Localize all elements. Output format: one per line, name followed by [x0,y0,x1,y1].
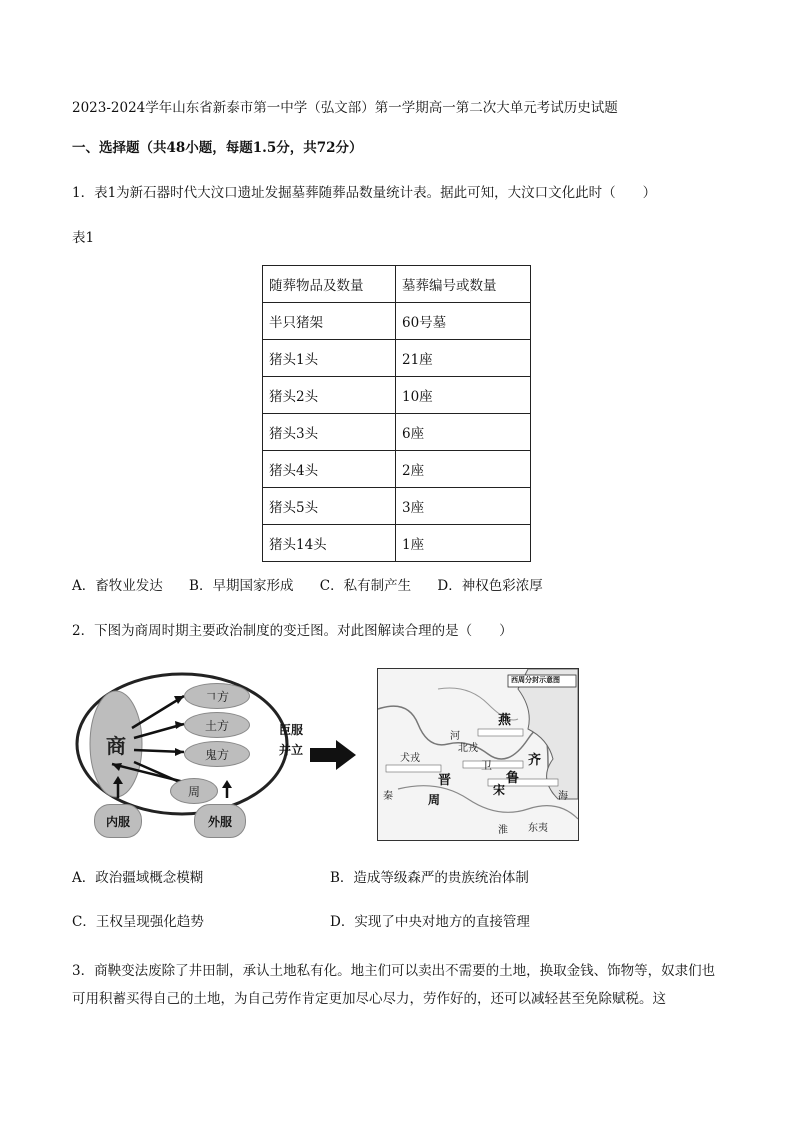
map-label-dongyi: 东夷 [528,823,548,834]
table-cell: 猪头2头 [263,377,396,414]
table-label: 表1 [72,230,95,246]
table-row [263,488,531,525]
map-label-jin: 晋 [438,773,452,788]
question-1-stem: 1．表1为新石器时代大汶口遗址发掘墓葬随葬品数量统计表。据此可知，大汶口文化此时（ ） [72,185,657,201]
map-label-he: 河 [450,731,460,742]
table-cell: 3座 [396,488,531,525]
question-2-stem: 2．下图为商周时期主要政治制度的变迁图。对此图解读合理的是（ ） [72,623,513,639]
map-label-qi: 齐 [528,753,542,768]
box-label: 外服 [207,814,232,829]
section-heading: 一、选择题（共48小题，每题1.5分，共72分） [72,140,363,156]
table-row [263,377,531,414]
option-c[interactable]: C．私有制产生 [319,578,412,594]
question-1-options [72,576,565,596]
map-label-song: 宋 [493,783,506,797]
arrow-right-icon [310,740,358,770]
table-cell: 10座 [396,377,531,414]
side-text-line: 臣服 [279,723,304,737]
table-cell: 2座 [396,451,531,488]
side-text-line: 并立 [279,743,304,757]
map-label-huai: 淮 [498,825,508,836]
bubble-label: 周 [187,784,200,799]
table-row [263,525,531,562]
table-cell: 猪头5头 [263,488,396,525]
exam-title: 2023-2024学年山东省新泰市第一中学（弘文部）第一学期高一第二次大单元考试历史试题 [72,100,618,116]
box-waifu [194,804,246,838]
table-cell: 6座 [396,414,531,451]
map-label-qin: 秦 [383,791,393,802]
table-cell: 猪头14头 [263,525,396,562]
table-cell: 21座 [396,340,531,377]
bubble-label: 𠃍方 [204,689,229,704]
option-d[interactable]: D．神权色彩浓厚 [437,578,543,594]
question-2-option-a[interactable]: A．政治疆域概念模糊 [72,870,204,886]
table-row [263,414,531,451]
option-a[interactable]: A．畜牧业发达 [72,578,163,594]
map-label-beirong: 北戎 [458,743,478,754]
bubble-guifang [184,741,250,767]
shang-center [90,726,142,762]
table-header-cell: 随葬物品及数量 [263,266,396,303]
burial-goods-table [262,265,531,562]
map-label-quanrong: 犬戎 [400,753,420,764]
map-title: 西周分封示意图 [511,675,560,684]
bubble-fang-1 [184,683,250,709]
bubble-zhou [170,778,218,804]
box-neifu [94,804,142,838]
table-row [263,340,531,377]
table-header-row [263,266,531,303]
map-label-lu: 鲁 [506,771,520,786]
map-label-wei: 卫 [481,759,492,772]
question-2-option-c[interactable]: C．王权呈现强化趋势 [72,914,204,930]
table-row [263,303,531,340]
question-2-option-d[interactable]: D．实现了中央对地方的直接管理 [330,914,530,930]
bubble-label: 鬼方 [204,747,229,762]
question-2-option-b[interactable]: B．造成等级森严的贵族统治体制 [330,870,529,886]
side-text [279,720,303,760]
table-cell: 60号墓 [396,303,531,340]
table-header-cell: 墓葬编号或数量 [396,266,531,303]
table-cell: 猪头1头 [263,340,396,377]
bubble-tufang [184,712,250,738]
box-label: 内服 [105,814,130,829]
shang-structure-diagram [72,668,297,840]
table-row [263,451,531,488]
map-label-yan: 燕 [498,713,512,728]
shang-label: 商 [106,733,126,758]
western-zhou-map [377,668,579,841]
map-label-sea: 海 [558,791,568,802]
table-cell: 半只猪架 [263,303,396,340]
table-cell: 猪头3头 [263,414,396,451]
option-b[interactable]: B．早期国家形成 [189,578,294,594]
bubble-label: 土方 [204,718,229,733]
map-label-zhou: 周 [428,793,441,807]
question-3-stem: 3．商鞅变法废除了井田制，承认土地私有化。地主们可以卖出不需要的土地，换取金钱、饰物等，奴隶们也可用积蓄买得自己的土地，为自己劳作肯定更加尽心尽力，劳作好的，还可以减轻甚至免除赋税。这 [72,963,716,1007]
table-cell: 猪头4头 [263,451,396,488]
table-cell: 1座 [396,525,531,562]
